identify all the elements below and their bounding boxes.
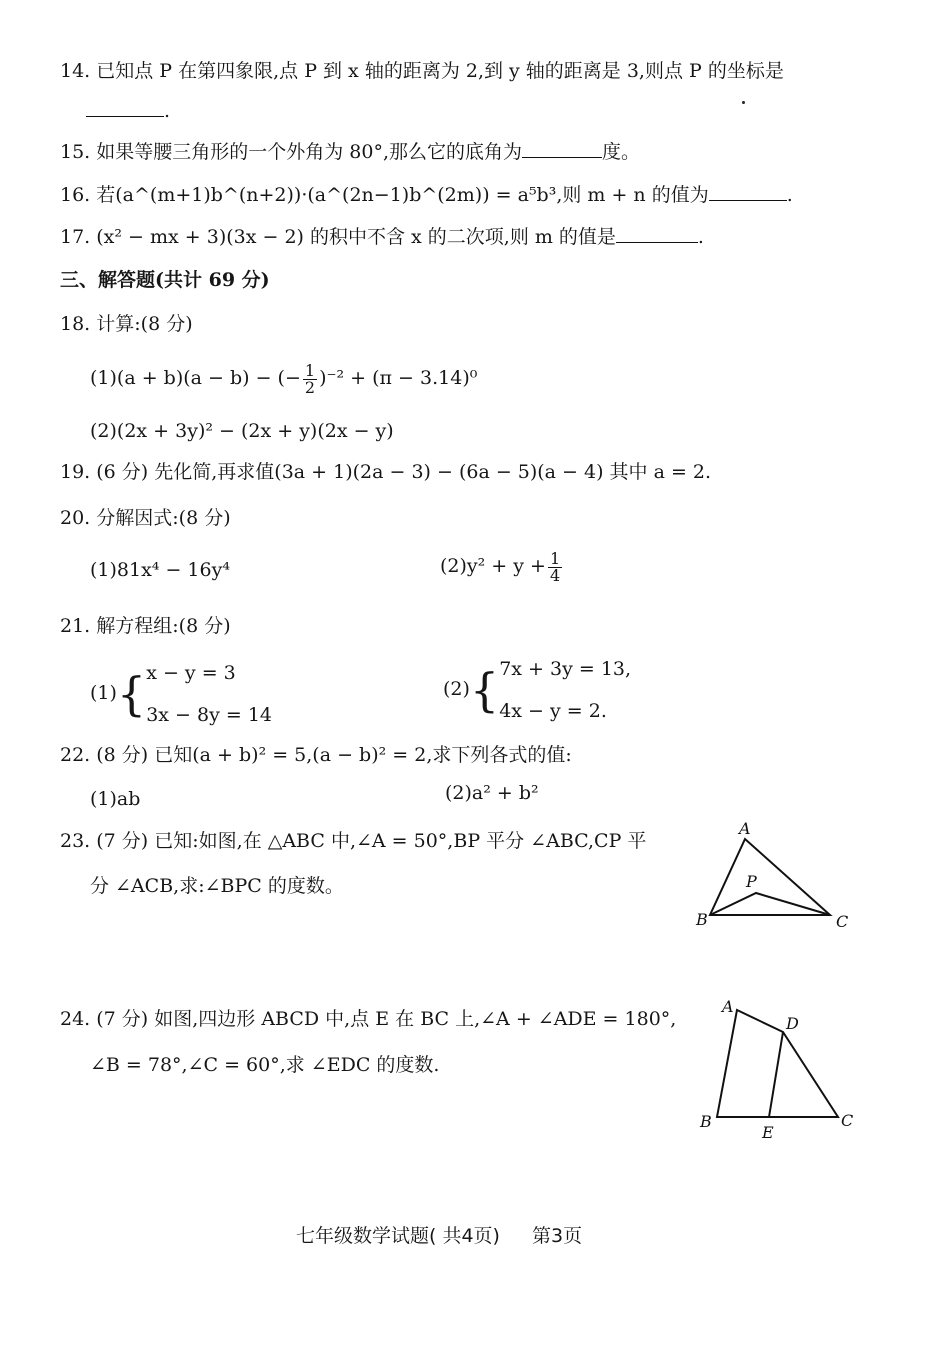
- question-24-line-2: ∠B = 78°,∠C = 60°,求 ∠EDC 的度数.: [90, 1054, 440, 1076]
- question-14-answer-line: .: [86, 98, 170, 124]
- quadrilateral-abcd-figure: [690, 995, 865, 1145]
- question-17-text: 17. (x² − mx + 3)(3x − 2) 的积中不含 x 的二次项,则 m 的值是: [60, 226, 616, 248]
- label-C: C: [836, 912, 849, 931]
- question-21-system-1: (1){ x − y = 3 3x − 8y = 14: [90, 662, 273, 726]
- triangle-abc: [710, 839, 830, 915]
- question-18-title: 18. 计算:(8 分): [60, 313, 193, 335]
- answer-blank-15[interactable]: [522, 139, 602, 158]
- label-D: D: [786, 1014, 799, 1033]
- question-20-part-1: (1)81x⁴ − 16y⁴: [90, 559, 230, 581]
- question-15: 15. 如果等腰三角形的一个外角为 80°,那么它的底角为 度。: [60, 141, 641, 163]
- question-15-text: 15. 如果等腰三角形的一个外角为 80°,那么它的底角为: [60, 141, 523, 163]
- page-number: 第3页: [532, 1225, 583, 1247]
- label-B: B: [696, 910, 708, 929]
- label-C: C: [841, 1111, 854, 1130]
- question-21-system-2: (2){ 7x + 3y = 13, 4x − y = 2.: [443, 658, 632, 722]
- question-20-part-2: (2)y² + y + $\frac{1}{4}$: [440, 548, 561, 585]
- label-P: P: [746, 872, 757, 891]
- question-16-text: 16. 若(a^(m+1)b^(n+2))·(a^(2n−1)b^(2m)) = a⁵b³,则 m + n 的值为: [60, 184, 709, 206]
- question-23-line-2: 分 ∠ACB,求:∠BPC 的度数。: [90, 875, 344, 897]
- answer-blank-17[interactable]: [616, 224, 698, 243]
- label-E: E: [762, 1123, 774, 1142]
- question-21-title: 21. 解方程组:(8 分): [60, 615, 231, 637]
- answer-blank-16[interactable]: [709, 182, 787, 201]
- footer-title: 七年级数学试题( 共4页): [296, 1225, 500, 1247]
- footer: [296, 1221, 582, 1248]
- question-14: [60, 58, 784, 84]
- question-24-line-1: 24. (7 分) 如图,四边形 ABCD 中,点 E 在 BC 上,∠A + ∠ADE = 180°,: [60, 1008, 677, 1030]
- question-22-part-1: (1)ab: [90, 788, 141, 810]
- question-23-line-1: 23. (7 分) 已知:如图,在 △ABC 中,∠A = 50°,BP 平分 ∠ABC,CP 平: [60, 830, 647, 852]
- brace-icon: {: [116, 667, 147, 721]
- question-22: 22. (8 分) 已知(a + b)² = 5,(a − b)² = 2,求下列各式的值:: [60, 744, 572, 766]
- label-B: B: [700, 1112, 712, 1131]
- question-14-text: 14. 已知点 P 在第四象限,点 P 到 x 轴的距离为 2,到 y 轴的距离是 3,则点 P 的坐标是: [60, 60, 784, 82]
- label-A: A: [722, 997, 734, 1016]
- brace-icon: {: [469, 663, 500, 717]
- question-22-part-2: (2)a² + b²: [445, 782, 539, 804]
- question-19: 19. (6 分) 先化简,再求值(3a + 1)(2a − 3) − (6a − 5)(a − 4) 其中 a = 2.: [60, 461, 712, 483]
- label-A: A: [739, 819, 751, 838]
- question-16: 16. 若(a^(m+1)b^(n+2))·(a^(2n−1)b^(2m)) = a⁵b³,则 m + n 的值为 .: [60, 184, 793, 206]
- stray-dot: [742, 101, 745, 104]
- question-20-title: 20. 分解因式:(8 分): [60, 507, 231, 529]
- segment-de: [769, 1032, 783, 1117]
- triangle-abc-figure: [690, 815, 860, 940]
- question-18-part-1: (1)(a + b)(a − b) − (− $\frac{1}{2}$ )⁻² + (π − 3.14)⁰: [90, 360, 478, 397]
- question-17: 17. (x² − mx + 3)(3x − 2) 的积中不含 x 的二次项,则 m 的值是 .: [60, 226, 704, 248]
- fraction-one-quarter: $\frac{1}{4}$: [549, 548, 561, 585]
- fraction-one-half: $\frac{1}{2}$: [304, 360, 316, 397]
- question-18-part-2: (2)(2x + 3y)² − (2x + y)(2x − y): [90, 420, 394, 442]
- section-heading: 三、解答题(共计 69 分): [60, 269, 270, 291]
- answer-blank-14[interactable]: [86, 98, 164, 117]
- bisector-lines: [710, 893, 830, 915]
